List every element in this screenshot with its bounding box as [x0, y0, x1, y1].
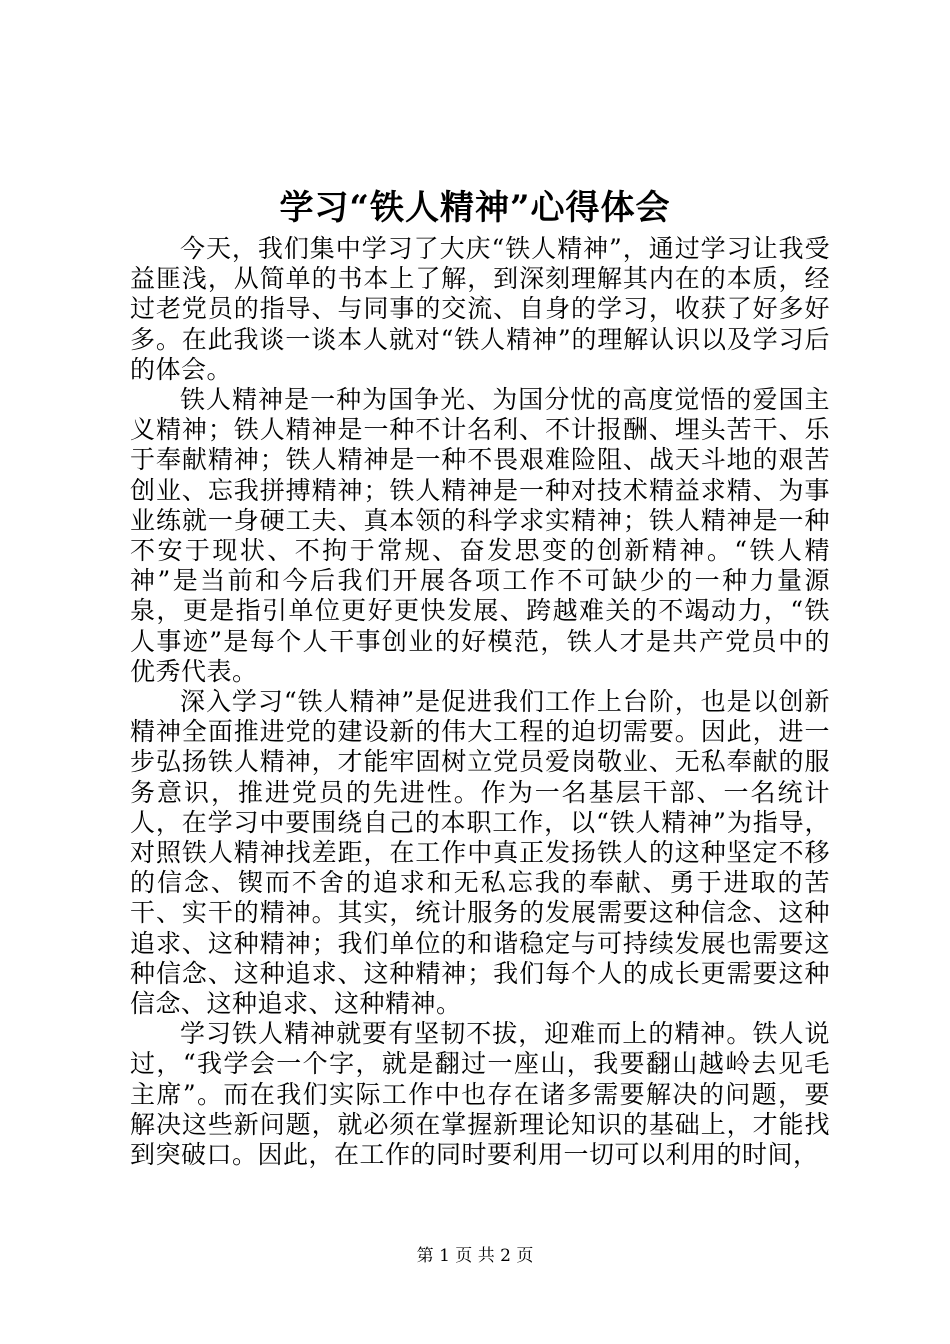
paragraph-3: 深入学习“铁人精神”是促进我们工作上台阶，也是以创新精神全面推进党的建设新的伟大工程的迫切需要。因此，进一步弘扬铁人精神，才能牢固树立党员爱岗敬业、无私奉献的服务意识，推进党员的先进性。作为一名基层干部、一名统计人，在学习中要围绕自己的本职工作，以“铁人精神”为指导，对照铁人精神找差距，在工作中真正发扬铁人的这种坚定不移的信念、锲而不舍的追求和无私忘我的奉献、勇于进取的苦干、实干的精神。其实，统计服务的发展需要这种信念、这种追求、这种精神；我们单位的和谐稳定与可持续发展也需要这种信念、这种追求、这种精神；我们每个人的成长更需要这种信念、这种追求、这种精神。: [130, 687, 830, 1019]
page-number-label: 第 1 页 共 2 页: [416, 1246, 534, 1266]
page-footer: [0, 1244, 950, 1268]
document-title: 学习“铁人精神”心得体会: [279, 188, 671, 228]
paragraph-1: 今天，我们集中学习了大庆“铁人精神”，通过学习让我受益匪浅，从简单的书本上了解，到深刻理解其内在的本质，经过老党员的指导、与同事的交流、自身的学习，收获了好多好多。在此我谈一谈本人就对“铁人精神”的理解认识以及学习后的体会。: [130, 234, 830, 384]
paragraph-4: 学习铁人精神就要有坚韧不拔，迎难而上的精神。铁人说过，“我学会一个字，就是翻过一座山，我要翻山越岭去见毛主席”。而在我们实际工作中也存在诸多需要解决的问题，要解决这些新问题，就必须在掌握新理论知识的基础上，才能找到突破口。因此，在工作的同时要利用一切可以利用的时间，: [130, 1019, 830, 1170]
paragraph-2: 铁人精神是一种为国争光、为国分忧的高度觉悟的爱国主义精神；铁人精神是一种不计名利、不计报酬、埋头苦干、乐于奉献精神；铁人精神是一种不畏艰难险阻、战天斗地的艰苦创业、忘我拼搏精神；铁人精神是一种对技术精益求精、为事业练就一身硬工夫、真本领的科学求实精神；铁人精神是一种不安于现状、不拘于常规、奋发思变的创新精神。“铁人精神”是当前和今后我们开展各项工作不可缺少的一种力量源泉，更是指引单位更好更快发展、跨越难关的不竭动力，“铁人事迹”是每个人干事创业的好模范，铁人才是共产党员中的优秀代表。: [130, 385, 830, 686]
document-body: [130, 234, 830, 1170]
